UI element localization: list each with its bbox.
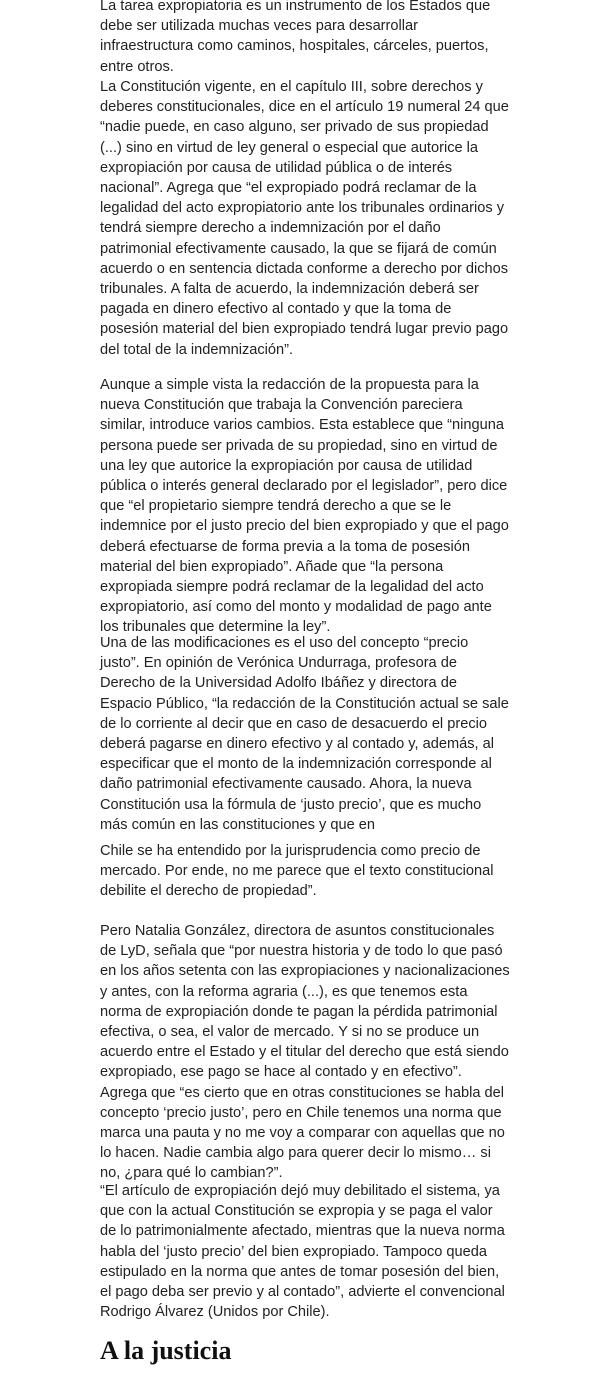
paragraph-expropiation-intro: La tarea expropiatoria es un instrumento de los Estados que debe ser utilizada muchas veces para desarrollar infraestructura como caminos, hospitales, cárceles, puertos, entre otros. — [100, 0, 491, 75]
section-heading: A la justicia — [100, 1336, 232, 1365]
paragraph-new-proposal: Aunque a simple vista la redacción de la propuesta para la nueva Constitución que trabaja la Convención pareciera similar, introduce varios cambios. Esta establece que “ninguna persona puede ser privada de su propiedad, sino en virtud de una ley que autorice la expropiación por causa de utilidad pública o interés general declarado por el legislador”, pero dice que “el propietario siempre tendrá derecho a que se le indemnice por el justo precio del bien expropiado y que el pago deberá efectuarse de forma previa a la toma de posesión material del bien expropiado”. Añade que “la persona expropiada siempre podrá reclamar de la legalidad del acto expropiatorio, así como del monto y modalidad de pago ante los tribunales que determine la ley”. — [100, 377, 509, 636]
paragraph-alvarez-quote: “El artículo de expropiación dejó muy debilitado el sistema, ya que con la actual Constitución se expropia y se paga el valor de lo patrimonialmente afectado, mientras que la nueva norma habla del ‘justo precio’ del bien expropiado. Tampoco queda estipulado en la norma que antes de tomar posesión del bien, el pago deba ser previo y al contado”, advierte el convencional Rodrigo Álvarez (Unidos por Chile). — [100, 1183, 505, 1321]
paragraph-current-constitution: La Constitución vigente, en el capítulo III, sobre derechos y deberes constitucionales, dice en el artículo 19 numeral 24 que “nadie puede, en caso alguno, ser privado de sus propiedad (...) sino en virtud de ley general o especial que autorice la expropiación por causa de utilidad pública o de interés nacional”. Agrega que “el expropiado podrá reclamar de la legalidad del acto expropiatorio ante los tribunales ordinarios y tendrá siempre derecho a indemnización por el daño patrimonial efectivamente causado, la que se fijará de común acuerdo o en sentencia dictada conforme a derecho por dichos tribunales. A falta de acuerdo, la indemnización deberá ser pagada en dinero efectivo al contado y que la toma de posesión material del bien expropiado tendrá lugar previo pago del total de la indemnización”. — [100, 79, 509, 358]
paragraph-undurraga-opinion: Una de las modificaciones es el uso del concepto “precio justo”. En opinión de Verónica Undurraga, profesora de Derecho de la Universidad Adolfo Ibáñez y directora de Espacio Público, “la redacción de la Constitución actual se sale de lo corriente al decir que en caso de desacuerdo el precio deberá pagarse en dinero efectivo y al contado y, además, al especificar que el monto de la indemnización corresponde al daño patrimonial efectivamente causado. Ahora, la nueva Constitución usa la fórmula de ‘justo precio’, que es mucho más común en las constituciones y que en — [100, 635, 509, 833]
paragraph-gonzalez-opinion: Pero Natalia González, directora de asuntos constitucionales de LyD, señala que “por nuestra historia y de todo lo que pasó en los años setenta con las expropiaciones y nacionalizaciones y antes, con la reforma agraria (...), es que tenemos esta norma de expropiación donde te pagan la pérdida patrimonial efectiva, o sea, el valor de mercado. Y si no se produce un acuerdo entre el Estado y el titular del derecho que está siendo expropiado, ese pago se hace al contado y en efectivo”. Agrega que “es cierto que en otras constituciones se habla del concepto ‘precio justo’, pero en Chile tenemos una norma que marca una pauta y no me voy a comparar con aquellas que no lo hacen. Nadie cambia algo para querer decir lo mismo… si no, ¿para qué lo cambian?”. — [100, 923, 510, 1182]
paragraph-undurraga-continued: Chile se ha entendido por la jurisprudencia como precio de mercado. Por ende, no me parece que el texto constitucional debilite el derecho de propiedad”. — [100, 843, 494, 900]
